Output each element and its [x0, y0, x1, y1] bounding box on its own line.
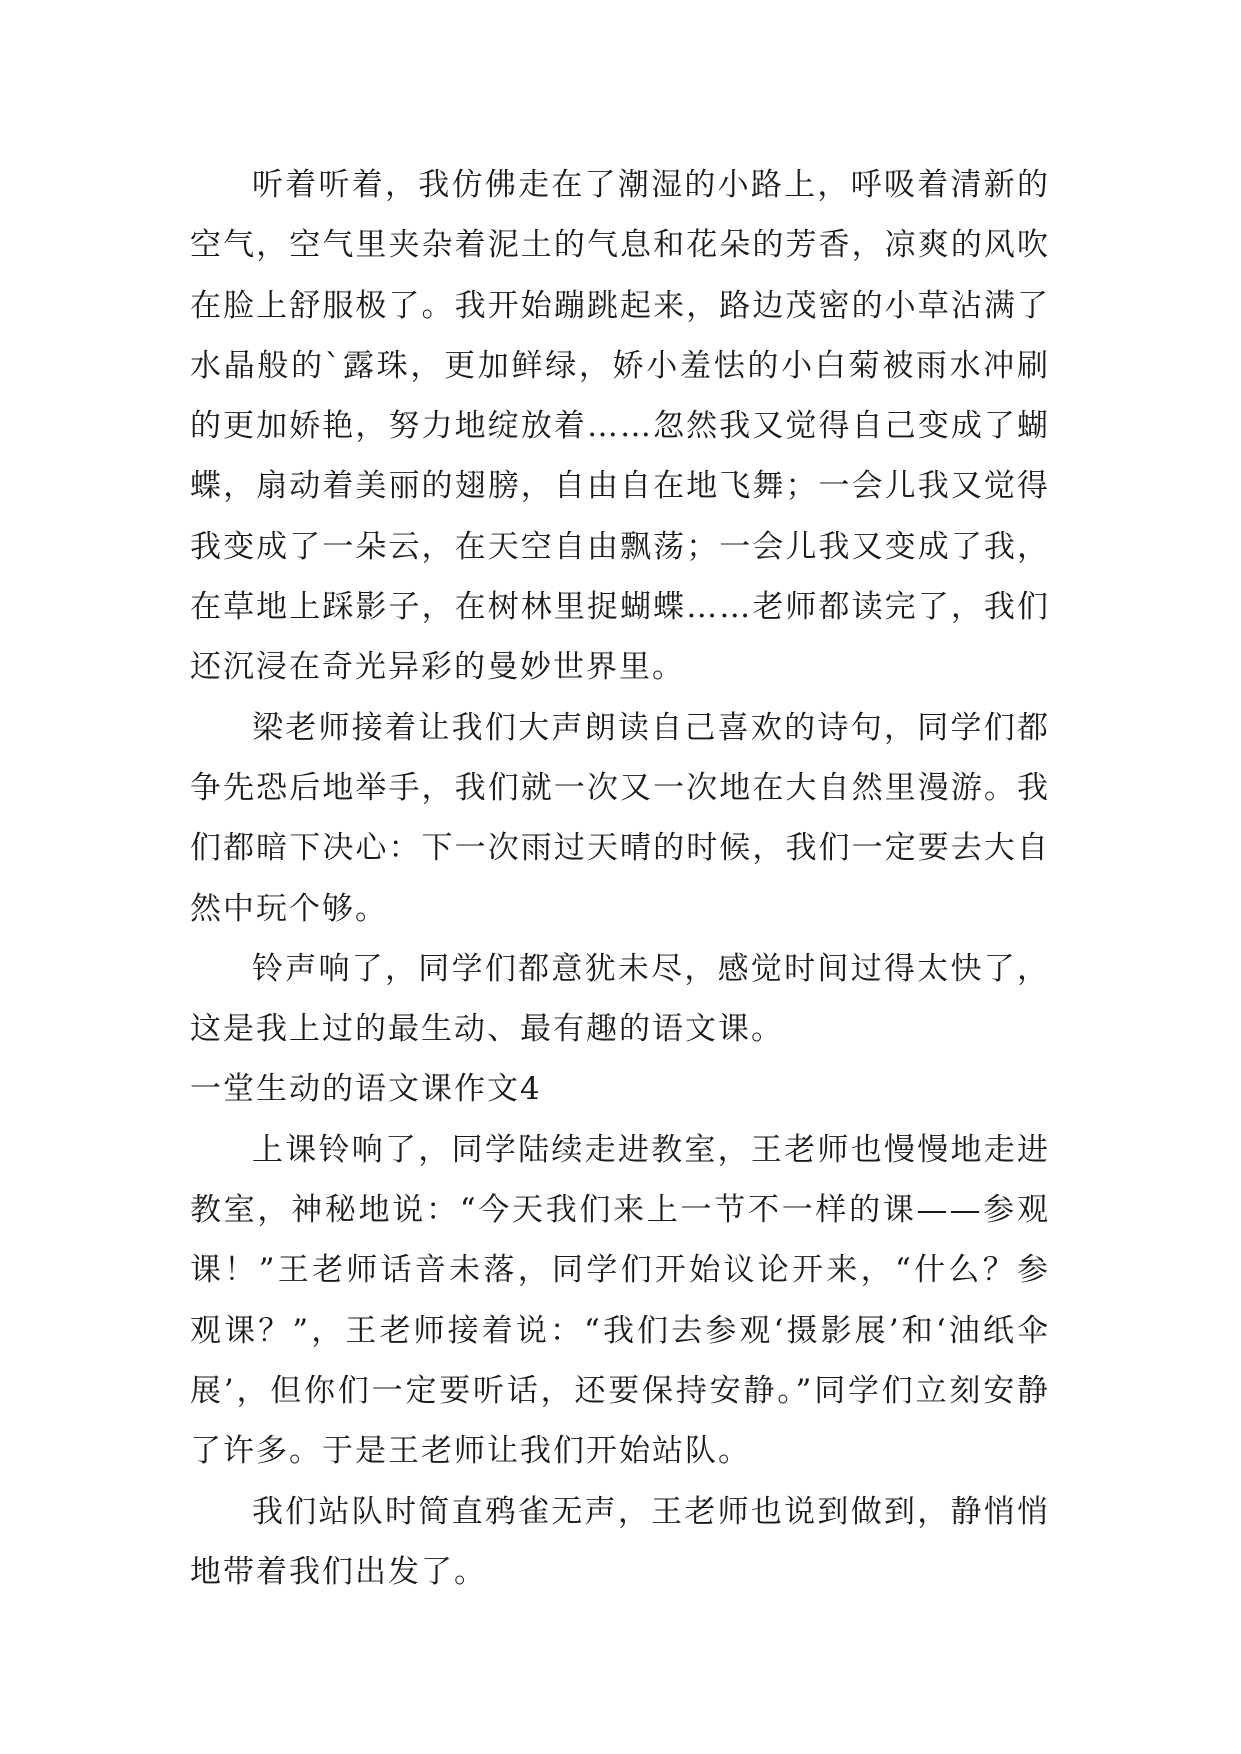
document-body	[190, 155, 1050, 1602]
paragraph-bell-rang: 铃声响了，同学们都意犹未尽，感觉时间过得太快了，这是我上过的最生动、最有趣的语文课。	[190, 950, 1050, 1048]
paragraph-visit-class: 上课铃响了，同学陆续走进教室，王老师也慢慢地走进教室，神秘地说：“今天我们来上一节不一样的课——参观课！”王老师话音未落，同学们开始议论开来，“什么？参观课？”，王老师接着说：“我们去参观‘摄影展’和‘油纸伞展’，但你们一定要听话，还要保持安静。”同学们立刻安静了许多。于是王老师让我们开始站队。	[190, 1131, 1050, 1470]
paragraph-imagination: 听着听着，我仿佛走在了潮湿的小路上，呼吸着清新的空气，空气里夹杂着泥土的气息和花朵的芳香，凉爽的风吹在脸上舒服极了。我开始蹦跳起来，路边茂密的小草沾满了水晶般的`露珠，更加鲜绿，娇小羞怯的小白菊被雨水冲刷的更加娇艳，努力地绽放着……忽然我又觉得自己变成了蝴蝶，扇动着美丽的翅膀，自由自在地飞舞；一会儿我又觉得我变成了一朵云，在天空自由飘荡；一会儿我又变成了我，在草地上踩影子，在树林里捉蝴蝶……老师都读完了，我们还沉浸在奇光异彩的曼妙世界里。	[190, 167, 1050, 686]
paragraph-reading-aloud: 梁老师接着让我们大声朗读自己喜欢的诗句，同学们都争先恐后地举手，我们就一次又一次地在大自然里漫游。我们都暗下决心：下一次雨过天晴的时候，我们一定要去大自然中玩个够。	[190, 709, 1050, 927]
paragraph-set-off: 我们站队时简直鸦雀无声，王老师也说到做到，静悄悄地带着我们出发了。	[190, 1493, 1050, 1590]
essay-heading: 一堂生动的语文课作文4	[190, 1071, 542, 1108]
